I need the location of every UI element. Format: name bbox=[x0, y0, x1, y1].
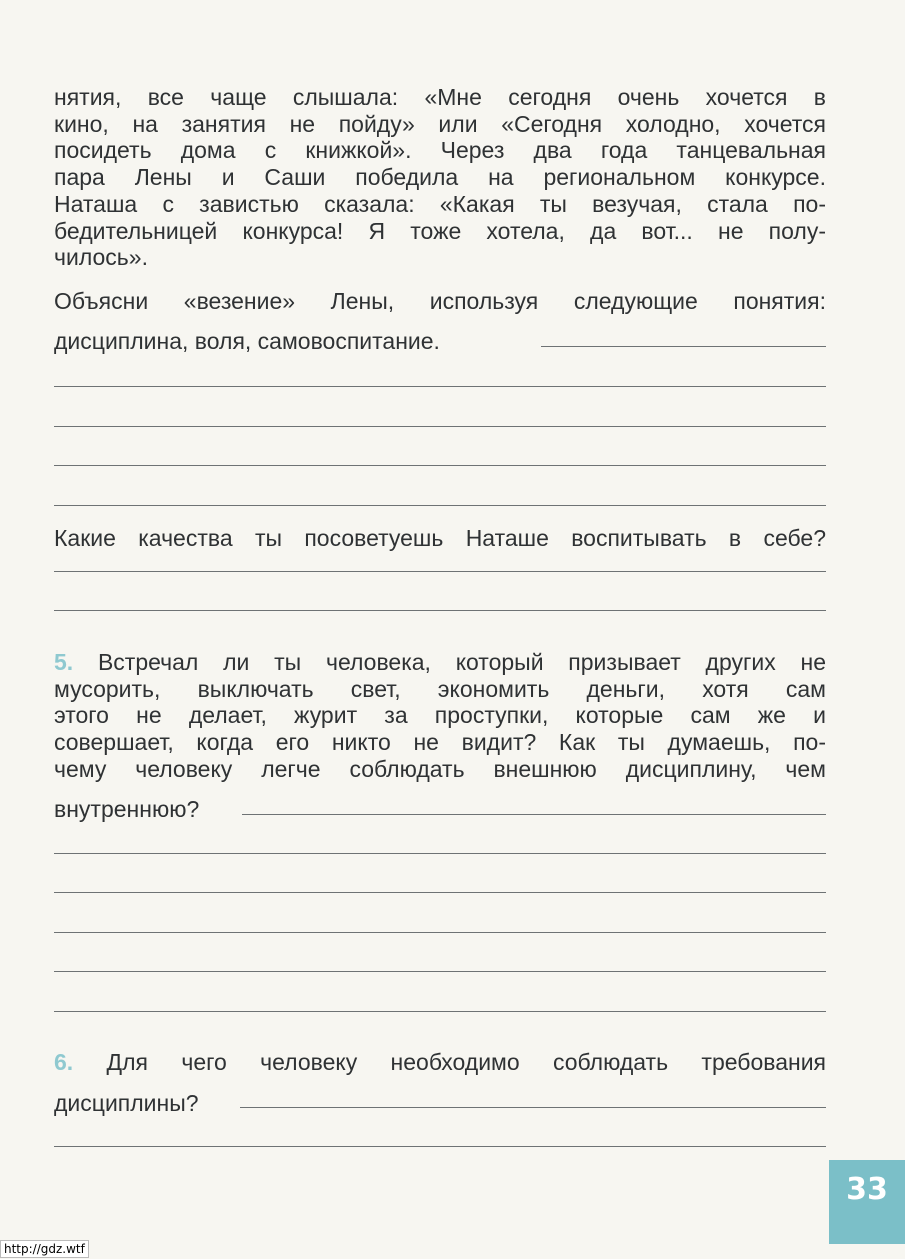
answer-line[interactable] bbox=[54, 1011, 826, 1012]
story-line: Наташа с завистью сказала: «Какая ты везучая, стала по- bbox=[54, 190, 826, 217]
answer-line[interactable] bbox=[54, 1146, 826, 1147]
story-line: пара Лены и Саши победила на региональном конкурсе. bbox=[54, 164, 826, 191]
answer-line[interactable] bbox=[54, 892, 826, 893]
answer-line[interactable] bbox=[54, 853, 826, 854]
answer-line[interactable] bbox=[242, 814, 826, 815]
task-number: 5. bbox=[54, 649, 74, 675]
question-qualities bbox=[54, 525, 826, 552]
answer-line[interactable] bbox=[541, 346, 826, 347]
story-paragraph bbox=[54, 84, 826, 271]
question-qualities-line: Какие качества ты посоветуешь Наташе воспитывать в себе? bbox=[54, 525, 826, 551]
answer-line[interactable] bbox=[54, 505, 826, 506]
answer-line[interactable] bbox=[240, 1107, 826, 1108]
task-6-last-line: дисциплины? bbox=[54, 1090, 199, 1116]
question-explain bbox=[54, 288, 826, 315]
task-5 bbox=[54, 649, 826, 783]
task-5-last-line: внутреннюю? bbox=[54, 796, 200, 822]
answer-line[interactable] bbox=[54, 426, 826, 427]
task-5-line: совершает, когда его никто не видит? Как ты думаешь, по- bbox=[54, 729, 826, 756]
answer-line[interactable] bbox=[54, 465, 826, 466]
answer-line[interactable] bbox=[54, 386, 826, 387]
story-line: кино, на занятия не пойду» или «Сегодня холодно, хочется bbox=[54, 110, 826, 137]
task-6 bbox=[54, 1049, 826, 1076]
story-line: посидеть дома с книжкой». Через два года танцевальная bbox=[54, 137, 826, 164]
answer-line[interactable] bbox=[54, 932, 826, 933]
page-number-tab bbox=[829, 1160, 905, 1244]
question-explain-line: Объясни «везение» Лены, используя следующие понятия: bbox=[54, 288, 826, 314]
answer-line[interactable] bbox=[54, 971, 826, 972]
page-number: 33 bbox=[846, 1172, 888, 1207]
task-5-line: чему человеку легче соблюдать внешнюю дисциплину, чем bbox=[54, 755, 826, 782]
task-5-line: мусорить, выключать свет, экономить деньги, хотя сам bbox=[54, 675, 826, 702]
task-number: 6. bbox=[54, 1049, 74, 1075]
story-line: бедительницей конкурса! Я тоже хотела, да вот... не полу- bbox=[54, 217, 826, 244]
story-line: чилось». bbox=[54, 244, 148, 271]
task-5-text: Встречал ли ты человека, который призывает других не bbox=[97, 649, 826, 675]
task-5-line bbox=[54, 649, 826, 676]
answer-line[interactable] bbox=[54, 610, 826, 611]
watermark-link[interactable]: http://gdz.wtf bbox=[0, 1240, 89, 1258]
answer-line[interactable] bbox=[54, 571, 826, 572]
task-6-text: Для чего человеку необходимо соблюдать требования bbox=[106, 1049, 826, 1075]
task-6-line bbox=[54, 1049, 826, 1076]
story-line: нятия, все чаще слышала: «Мне сегодня очень хочется в bbox=[54, 84, 826, 110]
task-5-line: этого не делает, журит за проступки, которые сам же и bbox=[54, 702, 826, 729]
question-explain-line: дисциплина, воля, самовоспитание. bbox=[54, 328, 440, 354]
